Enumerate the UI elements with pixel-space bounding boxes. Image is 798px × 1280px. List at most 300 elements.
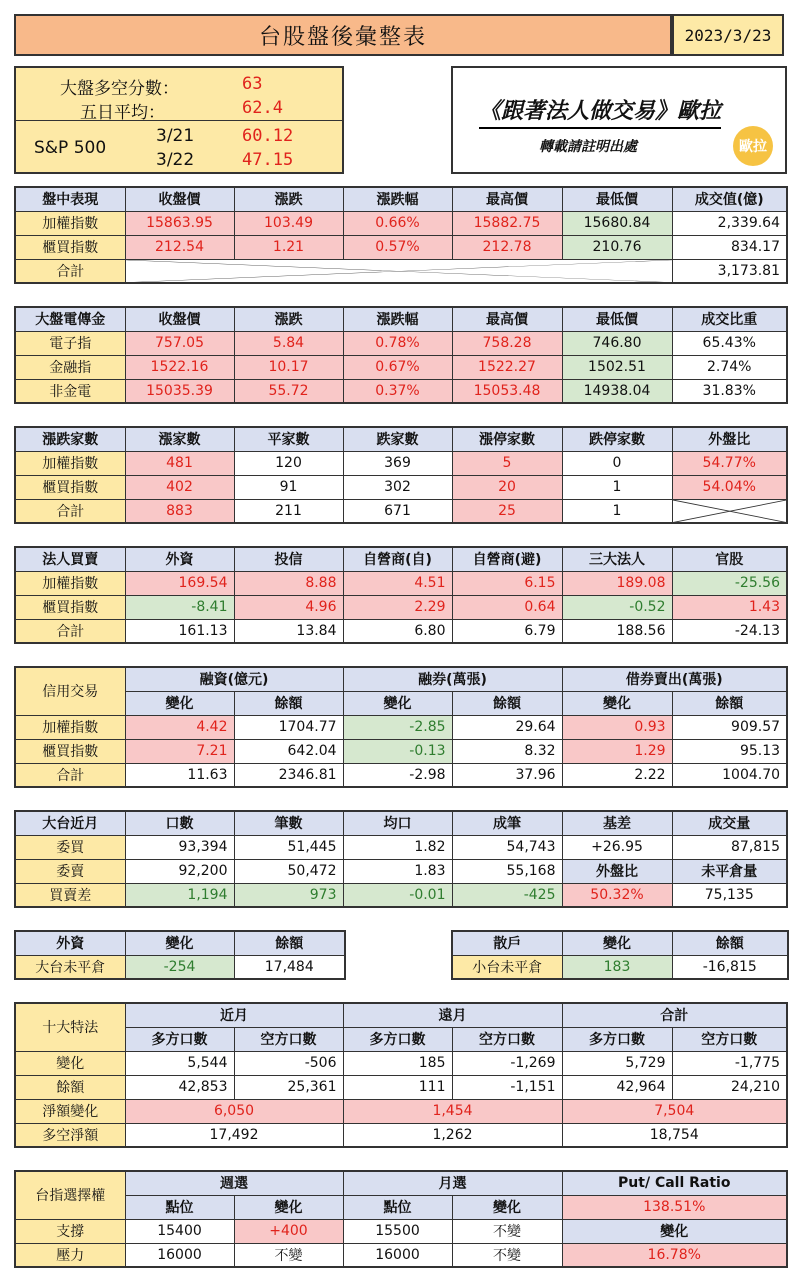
header-cell: 大盤電傳金 <box>15 307 125 331</box>
table-cell: 42,964 <box>562 1075 672 1099</box>
header-cell: 跌家數 <box>343 427 452 451</box>
table-cell: 111 <box>343 1075 452 1099</box>
table-cell: 不變 <box>452 1219 562 1243</box>
advance-decline-table <box>14 426 788 524</box>
table-cell: +26.95 <box>562 835 672 859</box>
table-row <box>15 1075 787 1099</box>
table-cell: 0.67% <box>343 355 452 379</box>
table-cell: 5,544 <box>125 1051 234 1075</box>
table-cell: 302 <box>343 475 452 499</box>
header-cell: 變化 <box>452 1195 562 1219</box>
header-cell: 漲跌幅 <box>343 187 452 211</box>
table-row <box>15 955 345 979</box>
table-cell: 15680.84 <box>562 211 672 235</box>
table-cell: 2.22 <box>562 763 672 787</box>
table-cell: 1522.27 <box>452 355 562 379</box>
table-cell: 15863.95 <box>125 211 234 235</box>
header-cell: 最低價 <box>562 187 672 211</box>
row-label: 合計 <box>15 619 125 643</box>
table-cell: 0.93 <box>562 715 672 739</box>
group-header: 近月 <box>125 1003 343 1027</box>
institutional-table <box>14 546 788 644</box>
table-header-row <box>15 931 345 955</box>
header-cell: 收盤價 <box>125 307 234 331</box>
table-cell: -8.41 <box>125 595 234 619</box>
row-label: 合計 <box>15 499 125 523</box>
options-table <box>14 1170 788 1268</box>
header-cell: 漲停家數 <box>452 427 562 451</box>
table-cell: 1.43 <box>672 595 787 619</box>
header-cell: 最高價 <box>452 307 562 331</box>
header-cell: 成交值(億) <box>672 187 787 211</box>
header-cell: 餘額 <box>672 691 787 715</box>
pcr-value: 138.51% <box>562 1195 787 1219</box>
empty-cross-cell <box>125 259 672 283</box>
table-cell: 1,194 <box>125 883 234 907</box>
row-label: 淨額變化 <box>15 1099 125 1123</box>
table-cell: 不變 <box>234 1243 343 1267</box>
table-cell: 481 <box>125 451 234 475</box>
table-cell: 37.96 <box>452 763 562 787</box>
group-header: 融資(億元) <box>125 667 343 691</box>
table-cell: 883 <box>125 499 234 523</box>
header-cell: 口數 <box>125 811 234 835</box>
table-cell: -25.56 <box>672 571 787 595</box>
row-label: 多空淨額 <box>15 1123 125 1147</box>
header-cell: 變化 <box>125 931 234 955</box>
header-cell: 最高價 <box>452 187 562 211</box>
intraday-table <box>14 186 788 284</box>
table-cell: 909.57 <box>672 715 787 739</box>
table-cell: 16000 <box>343 1243 452 1267</box>
table-cell: 8.32 <box>452 739 562 763</box>
table-cell: 2.29 <box>343 595 452 619</box>
pcr-change-label: 變化 <box>562 1219 787 1243</box>
row-label: 餘額 <box>15 1075 125 1099</box>
table-row <box>15 355 787 379</box>
table-cell: 54.77% <box>672 451 787 475</box>
table-cell: 95.13 <box>672 739 787 763</box>
row-label: 加權指數 <box>15 571 125 595</box>
table-cell: 211 <box>234 499 343 523</box>
header-cell: 變化 <box>125 691 234 715</box>
row-label: 大台未平倉 <box>15 955 125 979</box>
table-cell: 11.63 <box>125 763 234 787</box>
table-cell: 369 <box>343 451 452 475</box>
table-cell: 50.32% <box>562 883 672 907</box>
table-header-row <box>15 307 787 331</box>
table-header-row <box>15 667 787 691</box>
header-cell: 變化 <box>562 691 672 715</box>
table-cell: -16,815 <box>672 955 788 979</box>
table-row <box>15 763 787 787</box>
header-cell: 多方口數 <box>125 1027 234 1051</box>
foreign-oi-table <box>14 930 346 980</box>
group-header: 月選 <box>343 1171 562 1195</box>
table-cell: 13.84 <box>234 619 343 643</box>
brand-logo <box>733 126 773 166</box>
row-label: 合計 <box>15 763 125 787</box>
table-cell: 1502.51 <box>562 355 672 379</box>
table-cell: 1.83 <box>343 859 452 883</box>
table-header-row <box>15 1003 787 1027</box>
header-cell: 外盤比 <box>562 859 672 883</box>
header-cell: 自營商(自) <box>343 547 452 571</box>
table-cell: 185 <box>343 1051 452 1075</box>
table-cell: 1.21 <box>234 235 343 259</box>
table-cell: 25,361 <box>234 1075 343 1099</box>
header-cell: 漲家數 <box>125 427 234 451</box>
avg-score-label: 五日平均： <box>80 103 165 123</box>
table-cell: -1,269 <box>452 1051 562 1075</box>
table-cell: -0.01 <box>343 883 452 907</box>
table-cell: 91 <box>234 475 343 499</box>
table-cell: 103.49 <box>234 211 343 235</box>
row-label: 櫃買指數 <box>15 475 125 499</box>
table-row <box>15 331 787 355</box>
row-label: 電子指 <box>15 331 125 355</box>
table-cell: -2.98 <box>343 763 452 787</box>
table-row <box>15 859 787 883</box>
sector-table <box>14 306 788 404</box>
header-cell: 成交比重 <box>672 307 787 331</box>
table-cell: 210.76 <box>562 235 672 259</box>
header-cell: 漲跌 <box>234 307 343 331</box>
group-header: 週選 <box>125 1171 343 1195</box>
table-cell: 169.54 <box>125 571 234 595</box>
table-cell: 14938.04 <box>562 379 672 403</box>
table-cell: 0.57% <box>343 235 452 259</box>
table-subheader-row <box>15 691 787 715</box>
table-cell: 6.80 <box>343 619 452 643</box>
table-cell: 17,484 <box>234 955 345 979</box>
table-row <box>15 211 787 235</box>
row-label: 小台未平倉 <box>452 955 562 979</box>
table-cell: 17,492 <box>125 1123 343 1147</box>
header-cell: 外資 <box>15 931 125 955</box>
group-header: 遠月 <box>343 1003 562 1027</box>
row-label: 金融指 <box>15 355 125 379</box>
table-cell: 7.21 <box>125 739 234 763</box>
header-cell: 散戶 <box>452 931 562 955</box>
table-cell: 212.78 <box>452 235 562 259</box>
table-cell: 6,050 <box>125 1099 343 1123</box>
header-cell: 平家數 <box>234 427 343 451</box>
table-cell: 31.83% <box>672 379 787 403</box>
table-cell: -425 <box>452 883 562 907</box>
table-cell: 92,200 <box>125 859 234 883</box>
row-label: 台指選擇權 <box>15 1171 125 1219</box>
table-cell: -2.85 <box>343 715 452 739</box>
header-cell: 多方口數 <box>562 1027 672 1051</box>
table-cell: 1.82 <box>343 835 452 859</box>
group-header: 借券賣出(萬張) <box>562 667 787 691</box>
header-cell: 外盤比 <box>672 427 787 451</box>
row-label: 信用交易 <box>15 667 125 715</box>
table-cell: -1,775 <box>672 1051 787 1075</box>
row-label: 十大特法 <box>15 1003 125 1051</box>
table-cell: 7,504 <box>562 1099 787 1123</box>
table-row <box>15 835 787 859</box>
row-label: 加權指數 <box>15 715 125 739</box>
header-cell: 投信 <box>234 547 343 571</box>
header-cell: 漲跌幅 <box>343 307 452 331</box>
avg-score-value: 62.4 <box>242 98 283 118</box>
table-row <box>15 379 787 403</box>
table-cell: 1522.16 <box>125 355 234 379</box>
table-cell: 15035.39 <box>125 379 234 403</box>
table-row <box>15 1051 787 1075</box>
header-cell: 變化 <box>562 931 672 955</box>
brand-notice: 轉載請註明出處 <box>539 139 637 155</box>
header-cell: 盤中表現 <box>15 187 125 211</box>
table-cell: 757.05 <box>125 331 234 355</box>
sp500-value-2: 47.15 <box>242 150 294 170</box>
row-label: 櫃買指數 <box>15 739 125 763</box>
table-cell: 29.64 <box>452 715 562 739</box>
row-label: 非金電 <box>15 379 125 403</box>
group-header: 融券(萬張) <box>343 667 562 691</box>
table-cell: 212.54 <box>125 235 234 259</box>
header-cell: 成筆 <box>452 811 562 835</box>
table-row <box>15 619 787 643</box>
table-cell: 2,339.64 <box>672 211 787 235</box>
table-cell: 6.79 <box>452 619 562 643</box>
table-row <box>15 235 787 259</box>
sp500-date-1: 3/21 <box>156 126 195 146</box>
page-title-text: 台股盤後彙整表 <box>258 24 427 50</box>
header-cell: 餘額 <box>234 931 345 955</box>
table-row <box>15 259 787 283</box>
header-cell: 空方口數 <box>452 1027 562 1051</box>
table-cell: 15500 <box>343 1219 452 1243</box>
retail-oi-table <box>451 930 789 980</box>
table-cell: 1,454 <box>343 1099 562 1123</box>
table-cell: 不變 <box>452 1243 562 1267</box>
report-date-text: 2023/3/23 <box>684 25 772 45</box>
table-row <box>15 499 787 523</box>
sp500-value-1: 60.12 <box>242 126 294 146</box>
header-cell: 空方口數 <box>672 1027 787 1051</box>
table-cell: 834.17 <box>672 235 787 259</box>
header-cell: 空方口數 <box>234 1027 343 1051</box>
table-row <box>15 451 787 475</box>
table-cell: 15053.48 <box>452 379 562 403</box>
header-cell: 餘額 <box>234 691 343 715</box>
table-cell: 2.74% <box>672 355 787 379</box>
table-header-row <box>15 547 787 571</box>
table-cell: 65.43% <box>672 331 787 355</box>
top-ten-table <box>14 1002 788 1148</box>
header-cell: 基差 <box>562 811 672 835</box>
header-cell: 官股 <box>672 547 787 571</box>
table-cell: 15400 <box>125 1219 234 1243</box>
table-cell: -254 <box>125 955 234 979</box>
table-cell: 671 <box>343 499 452 523</box>
header-cell: 未平倉量 <box>672 859 787 883</box>
table-cell: +400 <box>234 1219 343 1243</box>
table-cell: -0.13 <box>343 739 452 763</box>
row-label: 變化 <box>15 1051 125 1075</box>
margin-trading-table <box>14 666 788 788</box>
empty-cross-cell <box>672 499 787 523</box>
table-cell: 188.56 <box>562 619 672 643</box>
table-cell: 24,210 <box>672 1075 787 1099</box>
table-cell: 18,754 <box>562 1123 787 1147</box>
table-cell: 183 <box>562 955 672 979</box>
row-label: 買賣差 <box>15 883 125 907</box>
table-cell: 1,262 <box>343 1123 562 1147</box>
header-cell: 外資 <box>125 547 234 571</box>
table-row <box>15 1099 787 1123</box>
row-label: 櫃買指數 <box>15 595 125 619</box>
table-cell: 15882.75 <box>452 211 562 235</box>
table-cell: 0.37% <box>343 379 452 403</box>
table-cell: 1 <box>562 475 672 499</box>
table-cell: 120 <box>234 451 343 475</box>
table-row <box>15 571 787 595</box>
table-cell: 161.13 <box>125 619 234 643</box>
table-cell: 1.29 <box>562 739 672 763</box>
row-label: 壓力 <box>15 1243 125 1267</box>
row-label: 櫃買指數 <box>15 235 125 259</box>
header-cell: 筆數 <box>234 811 343 835</box>
pcr-change-value: 16.78% <box>562 1243 787 1267</box>
header-cell: 收盤價 <box>125 187 234 211</box>
table-cell: 10.17 <box>234 355 343 379</box>
main-score-value: 63 <box>242 74 263 94</box>
table-cell: 642.04 <box>234 739 343 763</box>
table-cell: 4.51 <box>343 571 452 595</box>
table-cell: 25 <box>452 499 562 523</box>
table-cell: 16000 <box>125 1243 234 1267</box>
table-row <box>15 1123 787 1147</box>
table-cell: 50,472 <box>234 859 343 883</box>
table-cell: 55,168 <box>452 859 562 883</box>
table-cell: 51,445 <box>234 835 343 859</box>
table-cell: -506 <box>234 1051 343 1075</box>
table-header-row <box>452 931 788 955</box>
header-cell: 餘額 <box>452 691 562 715</box>
table-cell: 5 <box>452 451 562 475</box>
header-cell: 自營商(避) <box>452 547 562 571</box>
header-cell: 成交量 <box>672 811 787 835</box>
row-label: 委賣 <box>15 859 125 883</box>
table-cell: 1704.77 <box>234 715 343 739</box>
page-title <box>14 14 672 56</box>
table-cell: 1004.70 <box>672 763 787 787</box>
table-cell: -1,151 <box>452 1075 562 1099</box>
brand-box <box>451 66 787 174</box>
report-date <box>672 14 784 56</box>
futures-table <box>14 810 788 908</box>
table-cell: 87,815 <box>672 835 787 859</box>
table-cell: 6.15 <box>452 571 562 595</box>
sp500-label: S&P 500 <box>34 138 107 158</box>
table-cell: -24.13 <box>672 619 787 643</box>
header-cell: 漲跌家數 <box>15 427 125 451</box>
table-cell: 0.78% <box>343 331 452 355</box>
table-subheader-row <box>15 1027 787 1051</box>
table-cell: 0 <box>562 451 672 475</box>
header-cell: 最低價 <box>562 307 672 331</box>
table-cell: 75,135 <box>672 883 787 907</box>
brand-title: 《跟著法人做交易》歐拉 <box>479 94 721 129</box>
header-cell: 跌停家數 <box>562 427 672 451</box>
table-cell: 2346.81 <box>234 763 343 787</box>
table-cell: 189.08 <box>562 571 672 595</box>
table-cell: 0.66% <box>343 211 452 235</box>
table-cell: 3,173.81 <box>672 259 787 283</box>
table-cell: 8.88 <box>234 571 343 595</box>
table-cell: 42,853 <box>125 1075 234 1099</box>
table-header-row <box>15 811 787 835</box>
sp500-date-2: 3/22 <box>156 150 195 170</box>
header-cell: 均口 <box>343 811 452 835</box>
table-cell: 0.64 <box>452 595 562 619</box>
table-cell: 758.28 <box>452 331 562 355</box>
header-cell: 多方口數 <box>343 1027 452 1051</box>
table-header-row <box>15 1171 787 1195</box>
table-cell: 5,729 <box>562 1051 672 1075</box>
table-row <box>15 739 787 763</box>
table-cell: 1 <box>562 499 672 523</box>
header-cell: 變化 <box>343 691 452 715</box>
header-cell: 點位 <box>125 1195 234 1219</box>
header-cell: 漲跌 <box>234 187 343 211</box>
row-label: 加權指數 <box>15 451 125 475</box>
table-cell: 20 <box>452 475 562 499</box>
table-header-row <box>15 187 787 211</box>
table-row <box>15 715 787 739</box>
table-cell: 93,394 <box>125 835 234 859</box>
header-cell: 點位 <box>343 1195 452 1219</box>
table-cell: 54,743 <box>452 835 562 859</box>
table-row <box>15 1219 787 1243</box>
table-cell: 746.80 <box>562 331 672 355</box>
table-cell: 973 <box>234 883 343 907</box>
header-cell: 大台近月 <box>15 811 125 835</box>
table-cell: 54.04% <box>672 475 787 499</box>
table-cell: 5.84 <box>234 331 343 355</box>
row-label: 委買 <box>15 835 125 859</box>
group-header: Put/ Call Ratio <box>562 1171 787 1195</box>
row-label: 支撐 <box>15 1219 125 1243</box>
table-cell: 4.96 <box>234 595 343 619</box>
brand-logo-text: 歐拉 <box>739 139 767 155</box>
table-row <box>15 595 787 619</box>
table-header-row <box>15 427 787 451</box>
table-row <box>452 955 788 979</box>
table-cell: 4.42 <box>125 715 234 739</box>
group-header: 合計 <box>562 1003 787 1027</box>
table-row <box>15 883 787 907</box>
table-cell: 55.72 <box>234 379 343 403</box>
market-score-box <box>14 66 344 174</box>
table-cell: 402 <box>125 475 234 499</box>
table-row <box>15 1243 787 1267</box>
table-subheader-row <box>15 1195 787 1219</box>
header-cell: 法人買賣 <box>15 547 125 571</box>
main-score-label: 大盤多空分數： <box>60 79 179 99</box>
header-cell: 三大法人 <box>562 547 672 571</box>
table-row <box>15 475 787 499</box>
row-label: 加權指數 <box>15 211 125 235</box>
row-label: 合計 <box>15 259 125 283</box>
header-cell: 餘額 <box>672 931 788 955</box>
table-cell: -0.52 <box>562 595 672 619</box>
header-cell: 變化 <box>234 1195 343 1219</box>
